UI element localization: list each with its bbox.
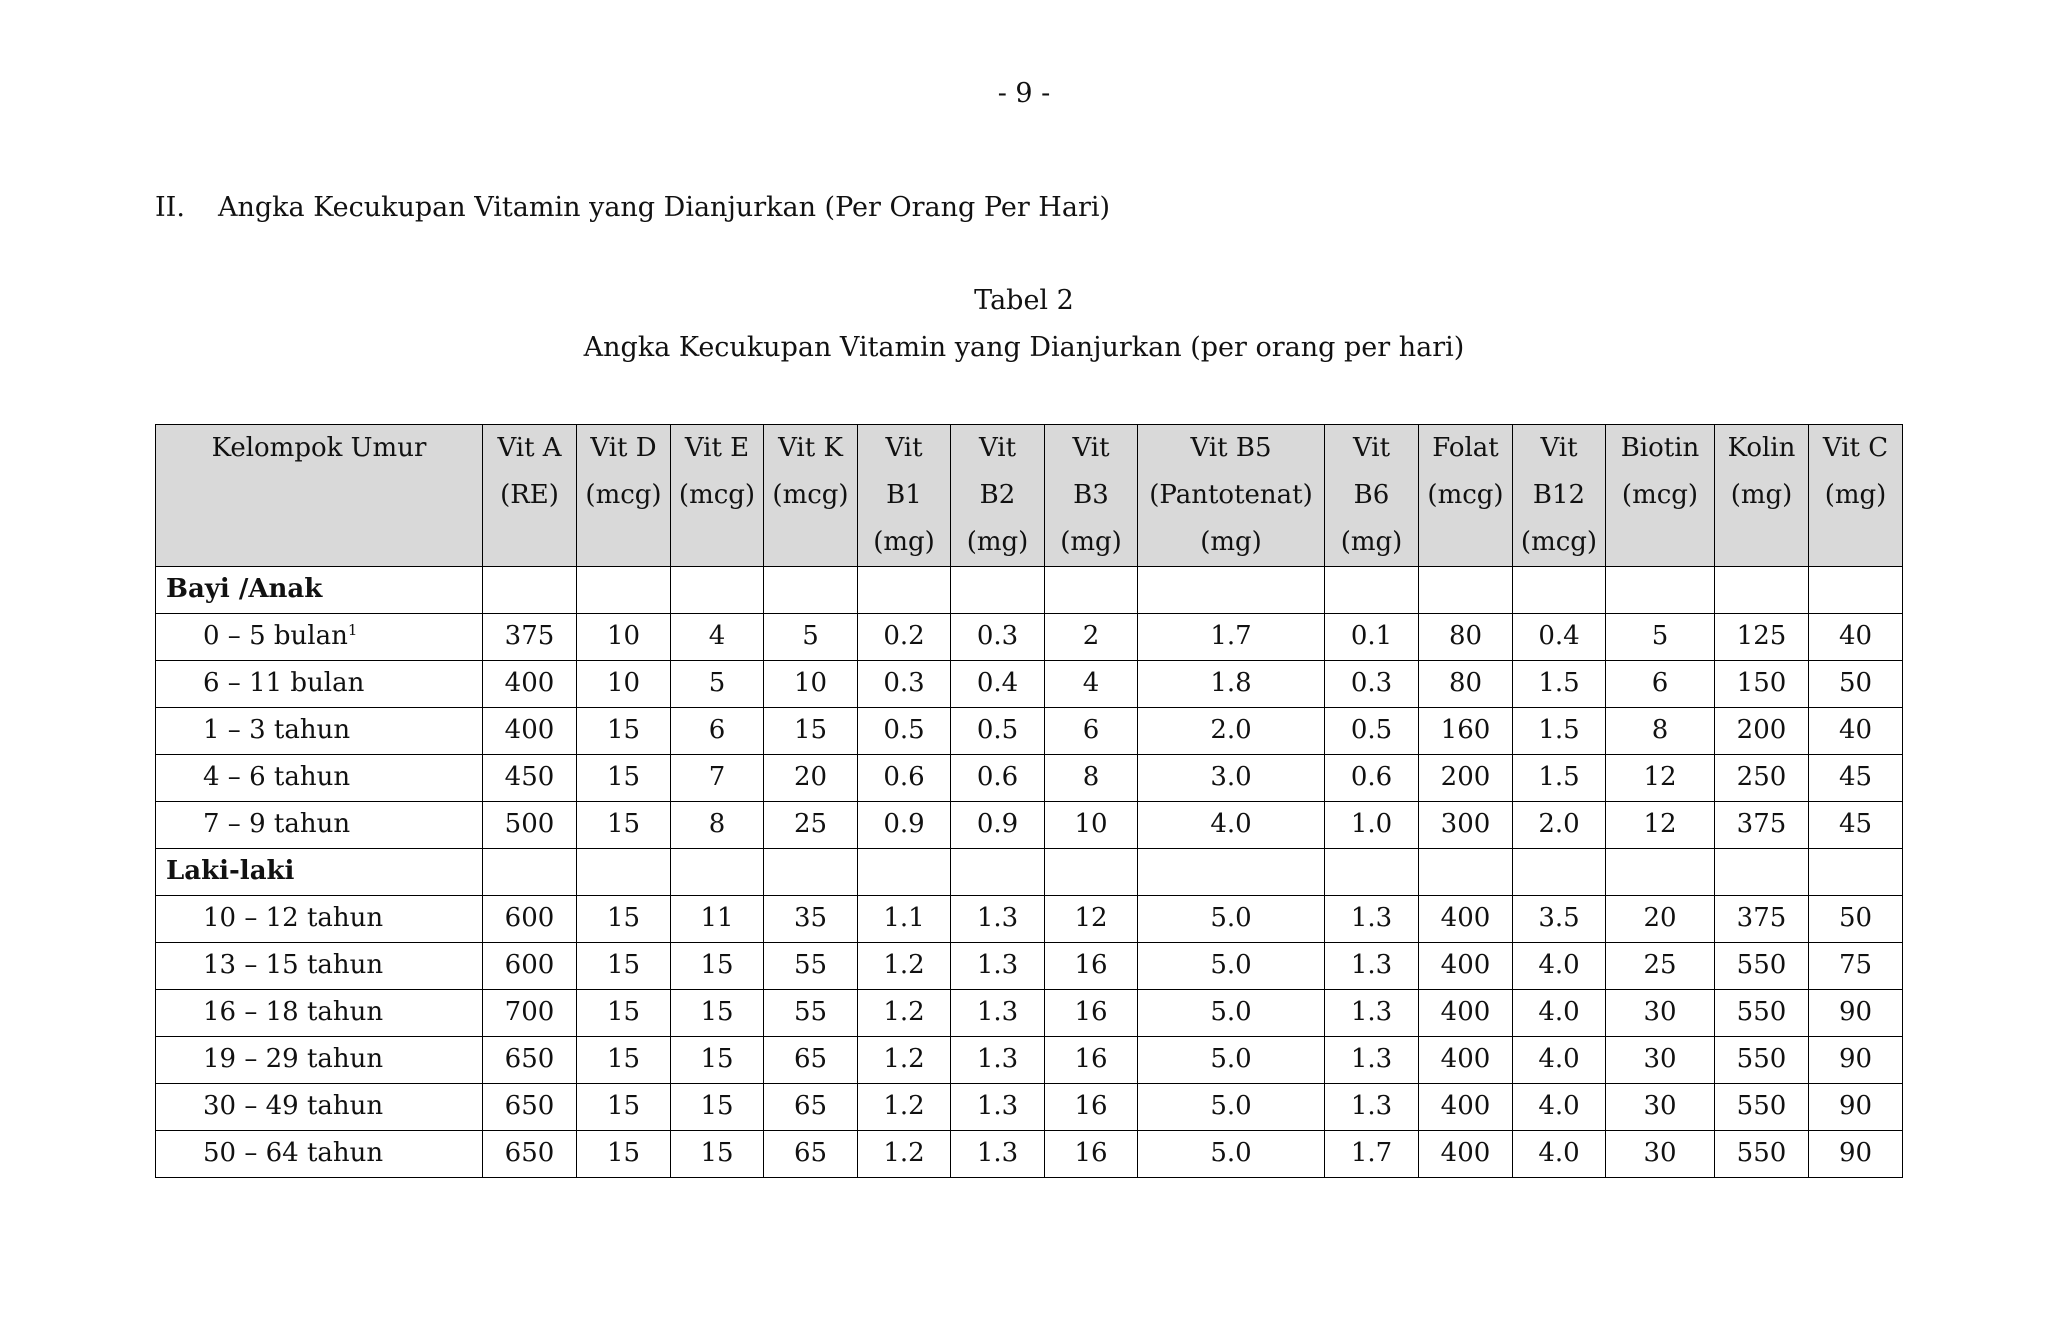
empty-cell — [1138, 849, 1325, 896]
value-cell: 90 — [1809, 1084, 1903, 1131]
value-cell: 30 — [1606, 1037, 1715, 1084]
table-row — [156, 1131, 1903, 1178]
value-cell: 250 — [1715, 755, 1809, 802]
value-cell: 1.5 — [1513, 755, 1606, 802]
column-header — [1715, 425, 1809, 567]
column-header — [1325, 425, 1419, 567]
column-header — [483, 425, 577, 567]
age-label: 1 – 3 tahun — [203, 715, 351, 745]
table-row — [156, 1037, 1903, 1084]
value-cell: 200 — [1715, 708, 1809, 755]
value-cell: 5.0 — [1138, 943, 1325, 990]
age-cell — [156, 943, 483, 990]
value-cell: 25 — [764, 802, 858, 849]
empty-cell — [1419, 567, 1513, 614]
age-cell — [156, 661, 483, 708]
value-cell: 4.0 — [1513, 943, 1606, 990]
header-line: Vit — [885, 433, 923, 463]
value-cell: 0.3 — [951, 614, 1045, 661]
header-line: B12 — [1532, 480, 1586, 510]
header-line: (mg) — [1200, 527, 1262, 557]
value-cell: 450 — [483, 755, 577, 802]
table-row — [156, 661, 1903, 708]
value-cell: 400 — [1419, 1037, 1513, 1084]
value-cell: 15 — [577, 943, 671, 990]
value-cell: 45 — [1809, 755, 1903, 802]
value-cell: 5 — [671, 661, 764, 708]
empty-cell — [1325, 849, 1419, 896]
value-cell: 0.5 — [951, 708, 1045, 755]
column-header — [1606, 425, 1715, 567]
value-cell: 4.0 — [1513, 1037, 1606, 1084]
value-cell: 0.5 — [858, 708, 951, 755]
value-cell: 1.3 — [1325, 1037, 1419, 1084]
value-cell: 2.0 — [1138, 708, 1325, 755]
value-cell: 125 — [1715, 614, 1809, 661]
value-cell: 1.3 — [1325, 943, 1419, 990]
value-cell: 16 — [1045, 943, 1138, 990]
value-cell: 1.1 — [858, 896, 951, 943]
empty-cell — [951, 567, 1045, 614]
value-cell: 20 — [764, 755, 858, 802]
value-cell: 15 — [671, 1037, 764, 1084]
value-cell: 550 — [1715, 1084, 1809, 1131]
value-cell: 400 — [1419, 990, 1513, 1037]
empty-cell — [764, 849, 858, 896]
value-cell: 1.3 — [951, 896, 1045, 943]
value-cell: 16 — [1045, 990, 1138, 1037]
value-cell: 8 — [671, 802, 764, 849]
value-cell: 0.4 — [1513, 614, 1606, 661]
footnote-marker: 1 — [347, 621, 358, 639]
value-cell: 3.0 — [1138, 755, 1325, 802]
value-cell: 40 — [1809, 708, 1903, 755]
value-cell: 550 — [1715, 1037, 1809, 1084]
value-cell: 4.0 — [1513, 1131, 1606, 1178]
value-cell: 300 — [1419, 802, 1513, 849]
age-cell — [156, 1131, 483, 1178]
value-cell: 600 — [483, 943, 577, 990]
age-label: 50 – 64 tahun — [203, 1138, 384, 1168]
header-line: Vit A — [497, 433, 562, 463]
header-line: Vit K — [778, 433, 843, 463]
value-cell: 0.4 — [951, 661, 1045, 708]
column-header — [858, 425, 951, 567]
value-cell: 10 — [1045, 802, 1138, 849]
header-line: Vit C — [1822, 433, 1889, 463]
header-line: B1 — [886, 480, 922, 510]
header-line: Biotin — [1620, 433, 1700, 463]
header-line: (mg) — [873, 527, 935, 557]
value-cell: 1.7 — [1138, 614, 1325, 661]
value-cell: 20 — [1606, 896, 1715, 943]
value-cell: 0.9 — [858, 802, 951, 849]
empty-cell — [1045, 849, 1138, 896]
table-row — [156, 755, 1903, 802]
value-cell: 35 — [764, 896, 858, 943]
value-cell: 1.2 — [858, 990, 951, 1037]
value-cell: 30 — [1606, 1131, 1715, 1178]
value-cell: 90 — [1809, 1037, 1903, 1084]
header-line: Vit — [1352, 433, 1391, 463]
value-cell: 15 — [671, 1084, 764, 1131]
column-header — [764, 425, 858, 567]
table-label: Tabel 2 — [974, 285, 1074, 316]
empty-cell — [1513, 567, 1606, 614]
value-cell: 65 — [764, 1037, 858, 1084]
value-cell: 15 — [577, 1131, 671, 1178]
header-line: Vit — [1540, 433, 1578, 463]
column-header — [1045, 425, 1138, 567]
value-cell: 30 — [1606, 990, 1715, 1037]
value-cell: 550 — [1715, 990, 1809, 1037]
value-cell: 0.3 — [858, 661, 951, 708]
value-cell: 1.3 — [1325, 990, 1419, 1037]
value-cell: 4 — [671, 614, 764, 661]
value-cell: 8 — [1606, 708, 1715, 755]
value-cell: 0.6 — [951, 755, 1045, 802]
table-body — [156, 567, 1903, 1178]
age-cell — [156, 708, 483, 755]
age-label: 4 – 6 tahun — [203, 762, 351, 792]
empty-cell — [1606, 849, 1715, 896]
header-line: (mcg) — [772, 480, 849, 510]
value-cell: 1.3 — [1325, 896, 1419, 943]
header-line: (mg) — [1340, 527, 1403, 557]
value-cell: 55 — [764, 990, 858, 1037]
empty-cell — [577, 567, 671, 614]
value-cell: 80 — [1419, 614, 1513, 661]
empty-cell — [483, 567, 577, 614]
value-cell: 0.6 — [1325, 755, 1419, 802]
section-title: Angka Kecukupan Vitamin yang Dianjurkan (Per Orang Per Hari) — [218, 192, 1111, 223]
value-cell: 400 — [1419, 1084, 1513, 1131]
empty-cell — [1606, 567, 1715, 614]
table-header-row — [156, 425, 1903, 567]
empty-cell — [1419, 849, 1513, 896]
value-cell: 1.3 — [951, 1131, 1045, 1178]
value-cell: 0.6 — [858, 755, 951, 802]
value-cell: 50 — [1809, 896, 1903, 943]
value-cell: 12 — [1606, 802, 1715, 849]
value-cell: 1.2 — [858, 943, 951, 990]
value-cell: 160 — [1419, 708, 1513, 755]
value-cell: 10 — [577, 661, 671, 708]
header-line: B6 — [1353, 480, 1390, 510]
value-cell: 15 — [577, 802, 671, 849]
value-cell: 5.0 — [1138, 990, 1325, 1037]
value-cell: 5.0 — [1138, 896, 1325, 943]
value-cell: 400 — [483, 708, 577, 755]
value-cell: 700 — [483, 990, 577, 1037]
value-cell: 15 — [764, 708, 858, 755]
value-cell: 30 — [1606, 1084, 1715, 1131]
value-cell: 90 — [1809, 990, 1903, 1037]
value-cell: 1.3 — [951, 990, 1045, 1037]
header-line: Kelompok Umur — [211, 433, 427, 463]
value-cell: 15 — [671, 1131, 764, 1178]
column-header — [1138, 425, 1325, 567]
value-cell: 500 — [483, 802, 577, 849]
empty-cell — [1809, 567, 1903, 614]
empty-cell — [1325, 567, 1419, 614]
value-cell: 0.1 — [1325, 614, 1419, 661]
age-label: 7 – 9 tahun — [203, 809, 351, 839]
value-cell: 2.0 — [1513, 802, 1606, 849]
table-row — [156, 943, 1903, 990]
column-header — [951, 425, 1045, 567]
value-cell: 90 — [1809, 1131, 1903, 1178]
header-line: (RE) — [500, 480, 559, 510]
empty-cell — [1138, 567, 1325, 614]
value-cell: 15 — [577, 990, 671, 1037]
empty-cell — [1715, 567, 1809, 614]
header-line: (mg) — [1824, 480, 1887, 510]
value-cell: 1.3 — [1325, 1084, 1419, 1131]
value-cell: 550 — [1715, 943, 1809, 990]
value-cell: 5 — [1606, 614, 1715, 661]
table-row — [156, 802, 1903, 849]
table-row — [156, 614, 1903, 661]
empty-cell — [577, 849, 671, 896]
value-cell: 16 — [1045, 1084, 1138, 1131]
age-label: 30 – 49 tahun — [203, 1091, 384, 1121]
header-line: (mcg) — [1520, 527, 1598, 557]
value-cell: 150 — [1715, 661, 1809, 708]
header-line: (mg) — [1730, 480, 1793, 510]
table-row — [156, 896, 1903, 943]
value-cell: 6 — [1045, 708, 1138, 755]
value-cell: 4.0 — [1138, 802, 1325, 849]
value-cell: 80 — [1419, 661, 1513, 708]
value-cell: 15 — [577, 1037, 671, 1084]
value-cell: 10 — [577, 614, 671, 661]
header-line: (mcg) — [1621, 480, 1699, 510]
value-cell: 400 — [1419, 1131, 1513, 1178]
value-cell: 1.5 — [1513, 708, 1606, 755]
value-cell: 15 — [577, 1084, 671, 1131]
empty-cell — [1513, 849, 1606, 896]
empty-cell — [1715, 849, 1809, 896]
value-cell: 5.0 — [1138, 1084, 1325, 1131]
value-cell: 15 — [671, 990, 764, 1037]
empty-cell — [858, 567, 951, 614]
empty-cell — [1045, 567, 1138, 614]
header-line: Folat — [1432, 433, 1499, 463]
value-cell: 0.9 — [951, 802, 1045, 849]
value-cell: 15 — [577, 708, 671, 755]
header-line: B2 — [979, 480, 1016, 510]
value-cell: 5 — [764, 614, 858, 661]
empty-cell — [764, 567, 858, 614]
empty-cell — [1809, 849, 1903, 896]
header-line: (mg) — [966, 527, 1029, 557]
value-cell: 10 — [764, 661, 858, 708]
value-cell: 1.2 — [858, 1131, 951, 1178]
header-line: Vit — [978, 433, 1017, 463]
value-cell: 0.3 — [1325, 661, 1419, 708]
value-cell: 400 — [1419, 896, 1513, 943]
header-line: Vit — [1072, 433, 1110, 463]
section-heading — [155, 192, 1110, 223]
value-cell: 3.5 — [1513, 896, 1606, 943]
value-cell: 65 — [764, 1084, 858, 1131]
value-cell: 650 — [483, 1037, 577, 1084]
value-cell: 11 — [671, 896, 764, 943]
value-cell: 55 — [764, 943, 858, 990]
value-cell: 16 — [1045, 1131, 1138, 1178]
header-age-group — [156, 425, 483, 567]
age-cell — [156, 896, 483, 943]
value-cell: 600 — [483, 896, 577, 943]
value-cell: 16 — [1045, 1037, 1138, 1084]
age-cell — [156, 802, 483, 849]
value-cell: 6 — [671, 708, 764, 755]
value-cell: 650 — [483, 1131, 577, 1178]
table-title: Angka Kecukupan Vitamin yang Dianjurkan (per orang per hari) — [583, 332, 1465, 363]
age-label: 13 – 15 tahun — [203, 950, 384, 980]
header-line: (Pantotenat) — [1149, 480, 1313, 510]
value-cell: 8 — [1045, 755, 1138, 802]
value-cell: 6 — [1606, 661, 1715, 708]
column-header — [1513, 425, 1606, 567]
header-line: (mg) — [1060, 527, 1122, 557]
group-name: Laki-laki — [156, 849, 483, 896]
header-line: Kolin — [1727, 433, 1796, 463]
header-line: Vit D — [590, 433, 657, 463]
header-line: (mcg) — [678, 480, 756, 510]
value-cell: 400 — [1419, 943, 1513, 990]
value-cell: 375 — [483, 614, 577, 661]
group-name: Bayi /Anak — [156, 567, 483, 614]
value-cell: 15 — [671, 943, 764, 990]
value-cell: 50 — [1809, 661, 1903, 708]
value-cell: 650 — [483, 1084, 577, 1131]
group-row — [156, 849, 1903, 896]
group-row — [156, 567, 1903, 614]
value-cell: 1.3 — [951, 943, 1045, 990]
value-cell: 0.5 — [1325, 708, 1419, 755]
value-cell: 65 — [764, 1131, 858, 1178]
value-cell: 12 — [1606, 755, 1715, 802]
age-cell — [156, 1037, 483, 1084]
value-cell: 12 — [1045, 896, 1138, 943]
value-cell: 1.5 — [1513, 661, 1606, 708]
value-cell: 375 — [1715, 896, 1809, 943]
empty-cell — [483, 849, 577, 896]
value-cell: 25 — [1606, 943, 1715, 990]
value-cell: 5.0 — [1138, 1131, 1325, 1178]
value-cell: 1.3 — [951, 1084, 1045, 1131]
header-line: Vit B5 — [1190, 433, 1272, 463]
empty-cell — [858, 849, 951, 896]
value-cell: 40 — [1809, 614, 1903, 661]
column-header — [1809, 425, 1903, 567]
value-cell: 400 — [483, 661, 577, 708]
value-cell: 375 — [1715, 802, 1809, 849]
value-cell: 7 — [671, 755, 764, 802]
value-cell: 75 — [1809, 943, 1903, 990]
header-line: Vit E — [684, 433, 750, 463]
vitamin-table — [155, 424, 1903, 1178]
value-cell: 4 — [1045, 661, 1138, 708]
value-cell: 2 — [1045, 614, 1138, 661]
value-cell: 1.8 — [1138, 661, 1325, 708]
column-header — [1419, 425, 1513, 567]
table-row — [156, 708, 1903, 755]
section-number: II. — [155, 192, 185, 223]
age-label: 19 – 29 tahun — [203, 1044, 384, 1074]
age-label: 10 – 12 tahun — [203, 903, 384, 933]
value-cell: 1.0 — [1325, 802, 1419, 849]
value-cell: 15 — [577, 755, 671, 802]
header-line: B3 — [1073, 480, 1109, 510]
header-line: (mcg) — [1427, 480, 1504, 510]
age-label: 0 – 5 bulan — [203, 621, 348, 651]
value-cell: 15 — [577, 896, 671, 943]
column-header — [577, 425, 671, 567]
value-cell: 5.0 — [1138, 1037, 1325, 1084]
age-label: 16 – 18 tahun — [203, 997, 384, 1027]
value-cell: 0.2 — [858, 614, 951, 661]
age-cell — [156, 1084, 483, 1131]
value-cell: 1.7 — [1325, 1131, 1419, 1178]
header-line: (mcg) — [585, 480, 662, 510]
value-cell: 1.2 — [858, 1084, 951, 1131]
value-cell: 45 — [1809, 802, 1903, 849]
value-cell: 1.2 — [858, 1037, 951, 1084]
empty-cell — [671, 567, 764, 614]
value-cell: 550 — [1715, 1131, 1809, 1178]
page-number: - 9 - — [997, 78, 1051, 109]
age-cell — [156, 990, 483, 1037]
age-label: 6 – 11 bulan — [203, 668, 365, 698]
empty-cell — [671, 849, 764, 896]
table-row — [156, 990, 1903, 1037]
empty-cell — [951, 849, 1045, 896]
value-cell: 200 — [1419, 755, 1513, 802]
value-cell: 1.3 — [951, 1037, 1045, 1084]
column-header — [671, 425, 764, 567]
value-cell: 4.0 — [1513, 990, 1606, 1037]
age-cell — [156, 755, 483, 802]
age-cell — [156, 614, 483, 661]
value-cell: 4.0 — [1513, 1084, 1606, 1131]
table-row — [156, 1084, 1903, 1131]
